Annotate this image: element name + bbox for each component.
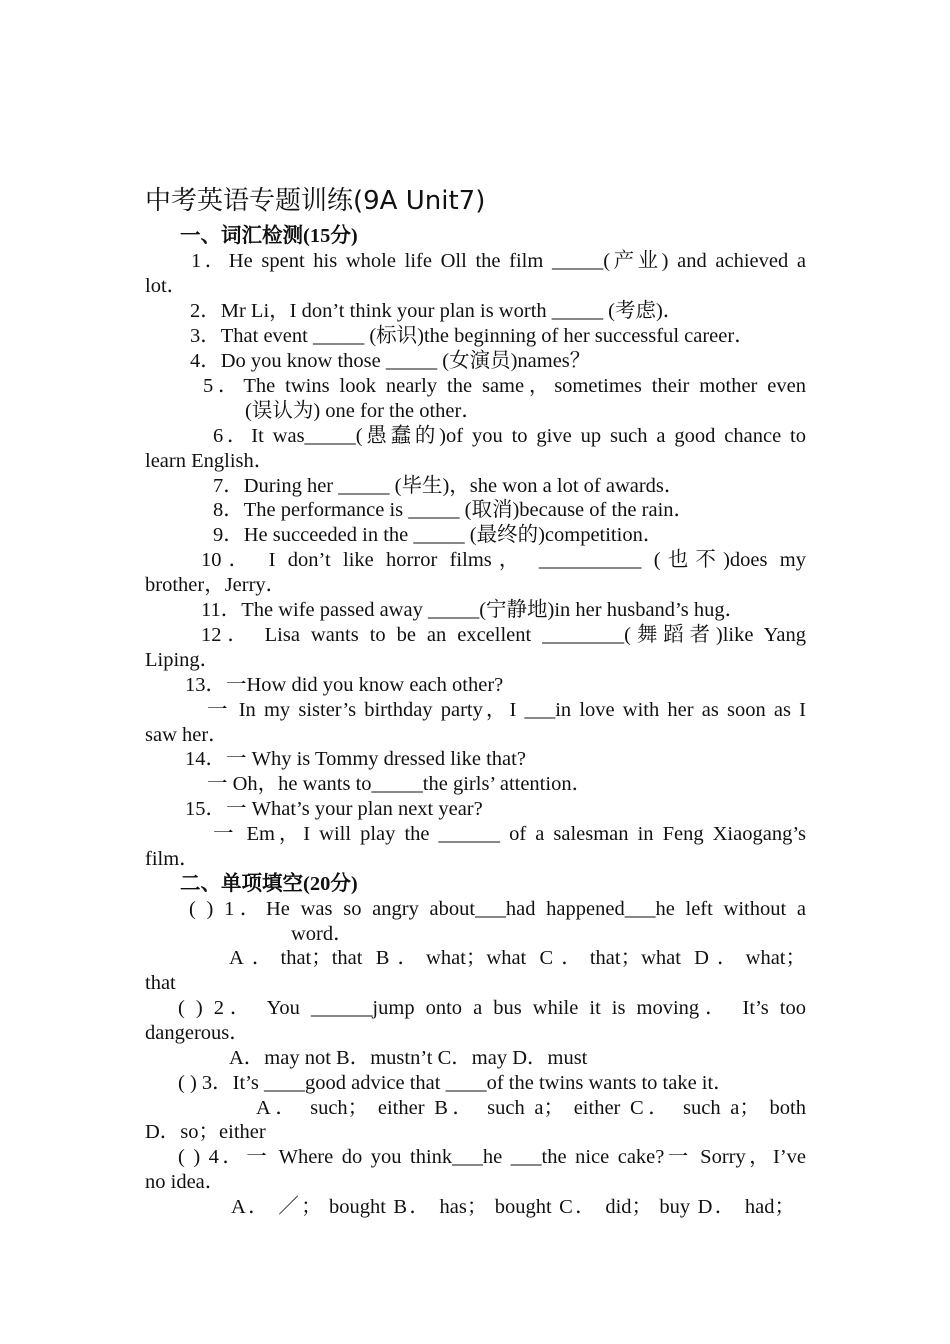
- vocab-item-8: 8．The performance is _____ (取消)because of the rain．: [213, 499, 695, 521]
- vocab-item-13-answer: 一 In my sister’s birthday party，I ___in love with her as soon as I: [207, 699, 806, 721]
- mc-question-2-cont: dangerous．: [145, 1022, 250, 1044]
- mc-question-3-options-cont: D．so；either: [145, 1121, 266, 1143]
- section1-heading: 一、词汇检测(15分): [180, 225, 358, 247]
- vocab-item-10-cont: brother，Jerry．: [145, 574, 287, 596]
- mc-question-3-options: A． such； either B． such a； either C． such a； both: [256, 1097, 806, 1119]
- vocab-item-15-answer: 一 Em，I will play the ______ of a salesman in Feng Xiaogang’s: [213, 823, 806, 845]
- vocab-item-7: 7．During her _____ (毕生)，she won a lot of awards．: [213, 475, 685, 497]
- vocab-item-12: 12． Lisa wants to be an excellent ________(舞蹈者)like Yang: [201, 624, 806, 646]
- vocab-item-5: 5．The twins look nearly the same，sometimes their mother even: [203, 375, 806, 397]
- vocab-item-9: 9．He succeeded in the _____ (最终的)competition．: [213, 524, 664, 546]
- mc-question-2: ( ) 2． You ______jump onto a bus while it is moving． It’s too: [178, 997, 806, 1019]
- vocab-item-14-answer: 一 Oh，he wants to_____the girls’ attention．: [207, 773, 593, 795]
- vocab-item-13: 13．一How did you know each other?: [185, 674, 504, 696]
- mc-question-4: ( ) 4．一 Where do you think___he ___the nice cake?一 Sorry，I’ve: [178, 1146, 807, 1168]
- vocab-item-6: 6．It was_____(愚蠢的)of you to give up such a good chance to: [213, 425, 806, 447]
- mc-question-4-cont: no idea．: [145, 1171, 226, 1193]
- vocab-item-5-cont: (误认为) one for the other．: [245, 400, 482, 422]
- vocab-item-15-cont: film．: [145, 848, 200, 870]
- mc-question-3: ( ) 3．It’s ____good advice that ____of the twins wants to take it．: [178, 1072, 734, 1094]
- vocab-item-14: 14．一 Why is Tommy dressed like that?: [185, 748, 526, 770]
- vocab-item-1: 1．He spent his whole life Oll the film _____(产业) and achieved a: [191, 250, 806, 272]
- mc-question-1: ( ) 1．He was so angry about___had happened___he left without a: [189, 898, 806, 920]
- vocab-item-1-cont: lot．: [145, 275, 188, 297]
- mc-question-1-options: A．that；that B．what；what C．that；what D．what；: [229, 947, 806, 969]
- section2-heading: 二、单项填空(20分): [180, 873, 358, 895]
- vocab-item-12-cont: Liping．: [145, 649, 221, 671]
- vocab-item-2: 2．Mr Li，I don’t think your plan is worth _____ (考虑)．: [190, 300, 684, 322]
- vocab-item-10: 10． I don’t like horror films， __________ (也不)does my: [201, 549, 806, 571]
- vocab-item-15: 15．一 What’s your plan next year?: [185, 798, 483, 820]
- vocab-item-11: 11．The wife passed away _____(宁静地)in her husband’s hug．: [201, 599, 746, 621]
- mc-question-2-options: A．may not B．mustn’t C．may D．must: [229, 1047, 588, 1069]
- vocab-item-3: 3．That event _____ (标识)the beginning of her successful career．: [190, 325, 755, 347]
- mc-question-1-cont: word．: [291, 923, 354, 945]
- mc-question-4-options: A． ／； bought B． has； bought C． did； buy D． had；: [231, 1196, 795, 1218]
- vocab-item-6-cont: learn English．: [145, 450, 275, 472]
- vocab-item-13-cont: saw her．: [145, 724, 229, 746]
- mc-question-1-options-cont: that: [145, 972, 176, 994]
- vocab-item-4: 4．Do you know those _____ (女演员)names？: [190, 350, 591, 372]
- document-title: 中考英语专题训练(9A Unit7): [145, 186, 486, 216]
